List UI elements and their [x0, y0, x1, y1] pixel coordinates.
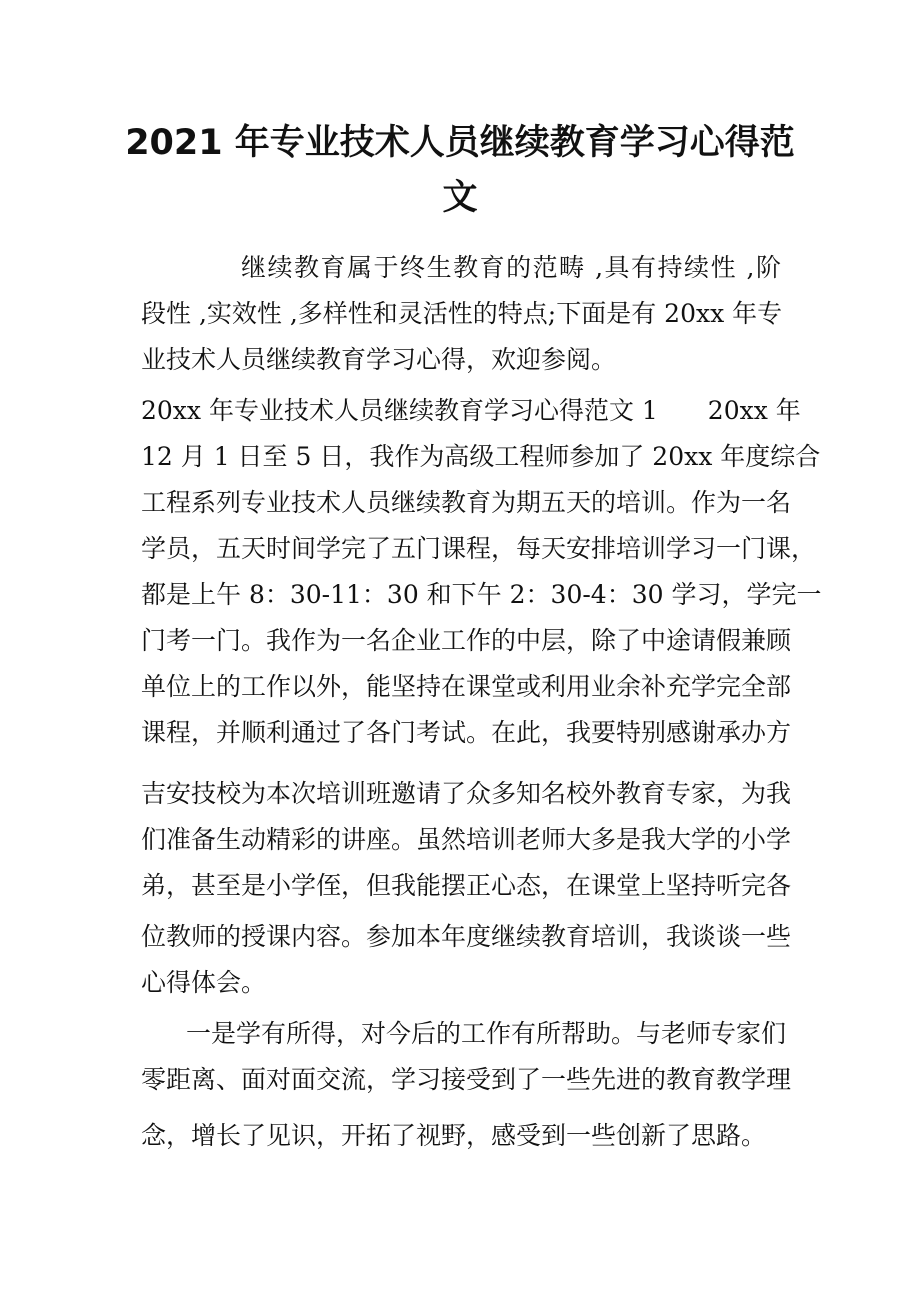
body-line: 弟，甚至是小学侄，但我能摆正心态，在课堂上坚持听完各: [141, 871, 792, 900]
body-line: 念，增长了见识，开拓了视野，感受到一些创新了思路。: [141, 1121, 767, 1150]
body-line: 吉安技校为本次培训班邀请了众多知名校外教育专家，为我: [141, 779, 792, 808]
body-line: 业技术人员继续教育学习心得，欢迎参阅。: [141, 345, 617, 374]
body-line: 零距离、面对面交流，学习接受到了一些先进的教育教学理: [141, 1065, 792, 1094]
body-line: 单位上的工作以外，能坚持在课堂或利用业余补充学完全部: [141, 672, 792, 701]
document-title-line-2: 文: [442, 178, 478, 218]
body-line: 都是上午 8：30-11：30 和下午 2：30-4：30 学习，学完一: [141, 580, 822, 609]
body-line: 门考一门。我作为一名企业工作的中层，除了中途请假兼顾: [141, 626, 792, 655]
body-line: 位教师的授课内容。参加本年度继续教育培训，我谈谈一些: [141, 922, 792, 951]
body-line: 工程系列专业技术人员继续教育为期五天的培训。作为一名: [141, 488, 792, 517]
body-line: 继续教育属于终生教育的范畴 ,具有持续性 ,阶: [241, 253, 781, 282]
body-line: 12 月 1 日至 5 日，我作为高级工程师参加了 20xx 年度综合: [141, 442, 821, 471]
body-line: 一是学有所得，对今后的工作有所帮助。与老师专家们: [186, 1019, 787, 1048]
body-line: 课程，并顺利通过了各门考试。在此，我要特别感谢承办方: [141, 718, 792, 747]
body-line: 们准备生动精彩的讲座。虽然培训老师大多是我大学的小学: [141, 825, 792, 854]
body-line: 20xx 年专业技术人员继续教育学习心得范文 1 20xx 年: [141, 396, 801, 425]
document-title-line-1: 2021 年专业技术人员继续教育学习心得范: [125, 123, 795, 163]
body-line: 段性 ,实效性 ,多样性和灵活性的特点;下面是有 20xx 年专: [141, 299, 783, 328]
body-line: 学员，五天时间学完了五门课程，每天安排培训学习一门课，: [141, 534, 817, 563]
body-line: 心得体会。: [141, 968, 267, 997]
